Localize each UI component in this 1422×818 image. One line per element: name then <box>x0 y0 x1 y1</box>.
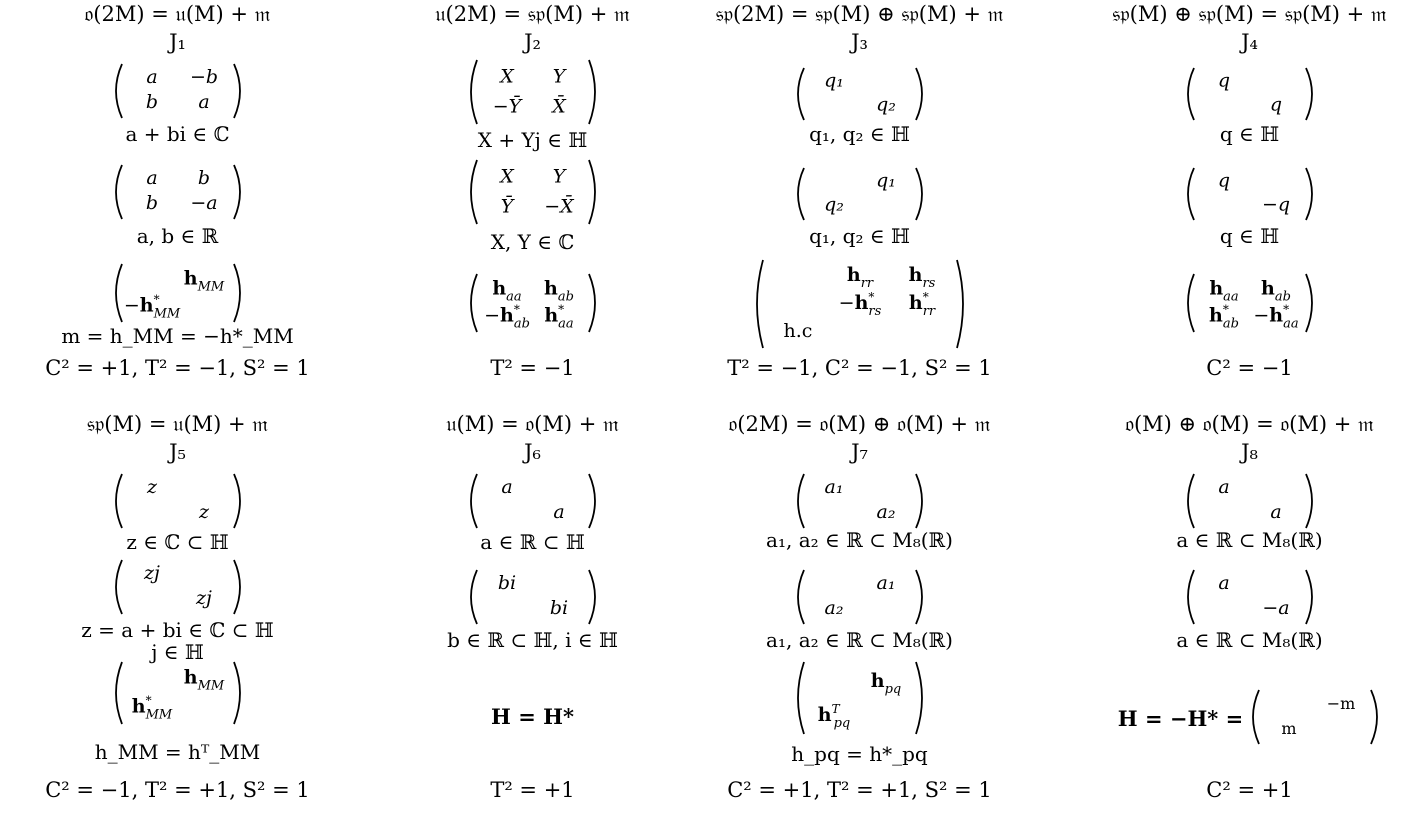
matrix-entry: b <box>197 167 210 189</box>
left-paren <box>116 264 122 322</box>
hamiltonian-relation: H = −H* = <box>1117 706 1244 731</box>
first-form-condition: a ∈ ℝ ⊂ M₈(ℝ) <box>1176 528 1323 552</box>
matrix-entry: −q <box>1261 193 1290 216</box>
second-form-matrix <box>112 163 244 221</box>
matrix-entry: −h* rs <box>838 290 881 320</box>
matrix-entry: h* rr <box>908 290 935 320</box>
matrix-entry: Ȳ <box>500 195 513 218</box>
hamiltonian-block <box>355 272 710 334</box>
right-paren <box>916 474 922 528</box>
matrix-entry: −h* MM <box>123 292 180 322</box>
second-form <box>0 163 355 221</box>
right-paren <box>1306 274 1312 332</box>
first-form-matrix <box>467 472 599 530</box>
first-form <box>0 472 355 530</box>
second-form-matrix <box>1184 166 1316 222</box>
second-form-condition: a, b ∈ ℝ <box>136 224 219 248</box>
first-form <box>0 62 355 120</box>
left-paren <box>1188 474 1194 528</box>
matrix-entry: a <box>1269 501 1282 523</box>
left-paren <box>471 570 477 624</box>
hamiltonian-block-matrix <box>112 660 244 726</box>
first-form <box>355 472 710 530</box>
first-form-matrix <box>1184 66 1316 122</box>
symmetry-signs: C² = +1, T² = −1, S² = 1 <box>45 356 310 380</box>
right-paren <box>1306 168 1312 220</box>
algebra-decomposition: 𝔰𝔭(2M) = 𝔰𝔭(M) ⊕ 𝔰𝔭(M) + 𝔪 <box>715 2 1004 26</box>
hamiltonian-block <box>682 258 1037 350</box>
matrix-entry: q <box>1269 93 1282 116</box>
hamiltonian-block <box>682 660 1037 736</box>
first-form-matrix <box>112 472 244 530</box>
structure-label: J₄ <box>1241 30 1258 54</box>
hamiltonian-equation <box>1072 688 1422 749</box>
matrix-entry: X̄ <box>551 95 566 118</box>
matrix-entry: q <box>1217 169 1230 192</box>
matrix-entry: $h_{ab}$ <box>1260 277 1291 305</box>
hamiltonian-condition: h_MM = hᵀ_MM <box>94 740 261 764</box>
structure-label: J₁ <box>169 30 186 54</box>
matrix-entry: a <box>1217 476 1230 498</box>
first-form-matrix <box>1184 472 1316 530</box>
algebra-decomposition: 𝔰𝔭(M) ⊕ 𝔰𝔭(M) = 𝔰𝔭(M) + 𝔪 <box>1112 2 1387 26</box>
left-paren <box>1188 68 1194 120</box>
symmetry-signs: C² = +1, T² = +1, S² = 1 <box>727 778 992 802</box>
algebra-decomposition: 𝔬(2M) = 𝔬(M) ⊕ 𝔬(M) + 𝔪 <box>728 412 991 436</box>
second-form <box>1072 166 1422 222</box>
first-form-matrix <box>794 66 926 122</box>
matrix-entry: h* aa <box>543 302 574 332</box>
first-form-condition: X + Yj ∈ ℍ <box>477 128 588 152</box>
algebra-decomposition: 𝔲(M) = 𝔬(M) + 𝔪 <box>446 412 619 436</box>
matrix-entry: a₂ <box>876 501 895 523</box>
second-form-condition: b ∈ ℝ ⊂ ℍ, i ∈ ℍ <box>447 628 618 652</box>
right-paren <box>916 68 922 120</box>
first-form <box>682 472 1037 530</box>
left-paren <box>757 260 763 348</box>
matrix-entry: bi <box>497 572 516 594</box>
matrix-entry: a <box>197 91 210 113</box>
matrix-entry: −m <box>1326 694 1356 713</box>
symmetry-signs: C² = +1 <box>1206 778 1293 802</box>
right-paren <box>234 165 240 219</box>
matrix-entry: a <box>145 66 158 88</box>
right-paren <box>589 160 595 224</box>
matrix-entry: q₂ <box>823 193 844 216</box>
left-paren <box>798 570 804 624</box>
second-form <box>1072 568 1422 626</box>
left-paren <box>116 662 122 724</box>
hamiltonian-block <box>1072 272 1422 334</box>
right-paren <box>234 474 240 528</box>
left-paren <box>1188 274 1194 332</box>
right-paren <box>1306 570 1312 624</box>
left-paren <box>116 474 122 528</box>
matrix-entry: a₂ <box>824 597 843 619</box>
hamiltonian-matrix-wrap <box>1249 688 1381 749</box>
matrix-entry: a₁ <box>876 572 895 594</box>
second-form-condition: q ∈ ℍ <box>1219 224 1280 248</box>
left-paren <box>116 64 122 118</box>
hamiltonian-condition: m = h_MM = −h*_MM <box>61 324 294 348</box>
first-form-condition: q ∈ ℍ <box>1219 122 1280 146</box>
left-paren <box>471 474 477 528</box>
matrix-entry: m <box>1281 719 1297 738</box>
right-paren <box>916 168 922 220</box>
right-paren <box>957 260 963 348</box>
matrix-entry: −Ȳ <box>492 95 521 118</box>
matrix-entry: a <box>145 167 158 189</box>
matrix-entry: q₁ <box>875 169 896 192</box>
second-form <box>682 166 1037 222</box>
matrix-entry: $h_{aa}$ <box>1208 277 1239 305</box>
hamiltonian-block-matrix <box>112 262 244 324</box>
matrix-entry: zj <box>143 562 160 584</box>
matrix-entry: q <box>1217 69 1230 92</box>
matrix-entry: bi <box>549 597 568 619</box>
right-paren <box>1371 690 1377 744</box>
left-paren <box>1188 570 1194 624</box>
structure-label: J₅ <box>169 440 186 464</box>
second-form-condition: a₁, a₂ ∈ ℝ ⊂ M₈(ℝ) <box>766 628 953 652</box>
symmetry-signs: T² = −1, C² = −1, S² = 1 <box>727 356 992 380</box>
first-form-matrix <box>794 472 926 530</box>
second-form-matrix <box>1184 568 1316 626</box>
structure-label: J₇ <box>851 440 868 464</box>
matrix-entry: a <box>500 476 513 498</box>
first-form-condition: a₁, a₂ ∈ ℝ ⊂ M₈(ℝ) <box>766 528 953 552</box>
left-paren <box>116 165 122 219</box>
hamiltonian-block-matrix <box>467 272 599 334</box>
structure-label: J₃ <box>851 30 868 54</box>
left-paren <box>116 560 122 614</box>
left-paren <box>471 160 477 224</box>
second-form-matrix <box>794 166 926 222</box>
matrix-entry: $h_{rs}$ <box>908 264 935 292</box>
matrix-entry: X <box>499 165 514 188</box>
matrix-entry: zj <box>195 587 212 609</box>
matrix-entry: −a <box>1261 597 1290 619</box>
matrix-entry: z <box>198 501 209 523</box>
matrix-entry: −a <box>189 192 218 214</box>
hamiltonian-block-matrix <box>794 660 926 736</box>
matrix-entry: −h* ab <box>483 302 530 332</box>
matrix-entry: $h_{pq}$ <box>870 670 901 698</box>
algebra-decomposition: 𝔰𝔭(M) = 𝔲(M) + 𝔪 <box>86 412 269 436</box>
matrix-entry: h* ab <box>1208 302 1239 332</box>
matrix-entry: a <box>1217 572 1230 594</box>
right-paren <box>234 264 240 322</box>
first-form <box>355 58 710 126</box>
matrix-entry: b <box>145 192 158 214</box>
hamiltonian-block-matrix <box>1184 272 1316 334</box>
matrix-entry: −h* aa <box>1252 302 1299 332</box>
symmetry-signs: T² = −1 <box>490 356 575 380</box>
right-paren <box>1306 68 1312 120</box>
first-form-condition: q₁, q₂ ∈ ℍ <box>809 122 910 146</box>
matrix-entry: Y <box>552 65 565 88</box>
hamiltonian-condition: h_pq = h*_pq <box>791 742 928 766</box>
algebra-decomposition: 𝔲(2M) = 𝔰𝔭(M) + 𝔪 <box>435 2 630 26</box>
symmetry-signs: T² = +1 <box>490 778 575 802</box>
right-paren <box>234 560 240 614</box>
matrix-entry: q₂ <box>875 93 896 116</box>
left-paren <box>798 474 804 528</box>
matrix-entry: a <box>552 501 565 523</box>
symmetry-signs: C² = −1 <box>1206 356 1293 380</box>
second-form-condition: q₁, q₂ ∈ ℍ <box>809 224 910 248</box>
right-paren <box>1306 474 1312 528</box>
right-paren <box>589 60 595 124</box>
second-form <box>0 558 355 616</box>
matrix-entry: −b <box>189 66 218 88</box>
matrix-entry: b <box>145 91 158 113</box>
matrix-entry: $h^T$ pq <box>817 702 850 732</box>
symmetry-signs: C² = −1, T² = +1, S² = 1 <box>45 778 310 802</box>
matrix-entry: z <box>146 476 157 498</box>
second-form <box>355 158 710 226</box>
algebra-decomposition: 𝔬(M) ⊕ 𝔬(M) = 𝔬(M) + 𝔪 <box>1125 412 1374 436</box>
right-paren <box>589 570 595 624</box>
first-form-condition: a ∈ ℝ ⊂ ℍ <box>480 530 585 554</box>
hamiltonian-block <box>0 262 355 324</box>
matrix-entry: $h_{aa}$ <box>491 277 522 305</box>
matrix-entry: $h_{MM}$ <box>183 267 224 295</box>
second-form-matrix <box>467 158 599 226</box>
left-paren <box>1188 168 1194 220</box>
second-form-matrix <box>794 568 926 626</box>
structure-label: J₂ <box>524 30 541 54</box>
first-form-condition: a + bi ∈ ℂ <box>125 122 230 146</box>
first-form <box>1072 66 1422 122</box>
hamiltonian-block-matrix <box>753 258 967 350</box>
right-paren <box>234 662 240 724</box>
first-form-matrix <box>112 62 244 120</box>
left-paren <box>798 662 804 734</box>
left-paren <box>798 168 804 220</box>
second-form-condition: z = a + bi ∈ ℂ ⊂ ℍ <box>81 618 274 642</box>
second-form-condition: X, Y ∈ ℂ <box>490 230 575 254</box>
left-paren <box>471 60 477 124</box>
first-form-condition: z ∈ ℂ ⊂ ℍ <box>126 530 229 554</box>
left-paren <box>798 68 804 120</box>
right-paren <box>589 474 595 528</box>
right-paren <box>234 64 240 118</box>
right-paren <box>589 274 595 332</box>
matrix-entry: Y <box>552 165 565 188</box>
second-form-matrix <box>467 568 599 626</box>
matrix-entry: h.c <box>783 320 812 343</box>
hamiltonian-block <box>0 660 355 726</box>
second-form-condition-extra: j ∈ ℍ <box>151 640 204 664</box>
first-form-matrix <box>467 58 599 126</box>
matrix-entry: $h_{rr}$ <box>846 264 873 292</box>
matrix-entry: $h_{ab}$ <box>543 277 574 305</box>
matrix-entry: $h_{MM}$ <box>183 666 224 694</box>
left-paren <box>471 274 477 332</box>
second-form <box>355 568 710 626</box>
first-form <box>682 66 1037 122</box>
hamiltonian-matrix <box>1249 688 1381 746</box>
matrix-entry: −X̄ <box>543 195 574 218</box>
structure-label: J₈ <box>1241 440 1258 464</box>
matrix-entry: h* MM <box>131 693 172 723</box>
second-form-matrix <box>112 558 244 616</box>
right-paren <box>916 570 922 624</box>
algebra-decomposition: 𝔬(2M) = 𝔲(M) + 𝔪 <box>84 2 271 26</box>
matrix-entry: q₁ <box>823 69 844 92</box>
second-form-condition: a ∈ ℝ ⊂ M₈(ℝ) <box>1176 628 1323 652</box>
matrix-entry: X <box>499 65 514 88</box>
first-form <box>1072 472 1422 530</box>
hamiltonian-relation: H = H* <box>491 704 574 729</box>
right-paren <box>916 662 922 734</box>
structure-label: J₆ <box>524 440 541 464</box>
second-form <box>682 568 1037 626</box>
matrix-entry: a₁ <box>824 476 843 498</box>
left-paren <box>1253 690 1259 744</box>
